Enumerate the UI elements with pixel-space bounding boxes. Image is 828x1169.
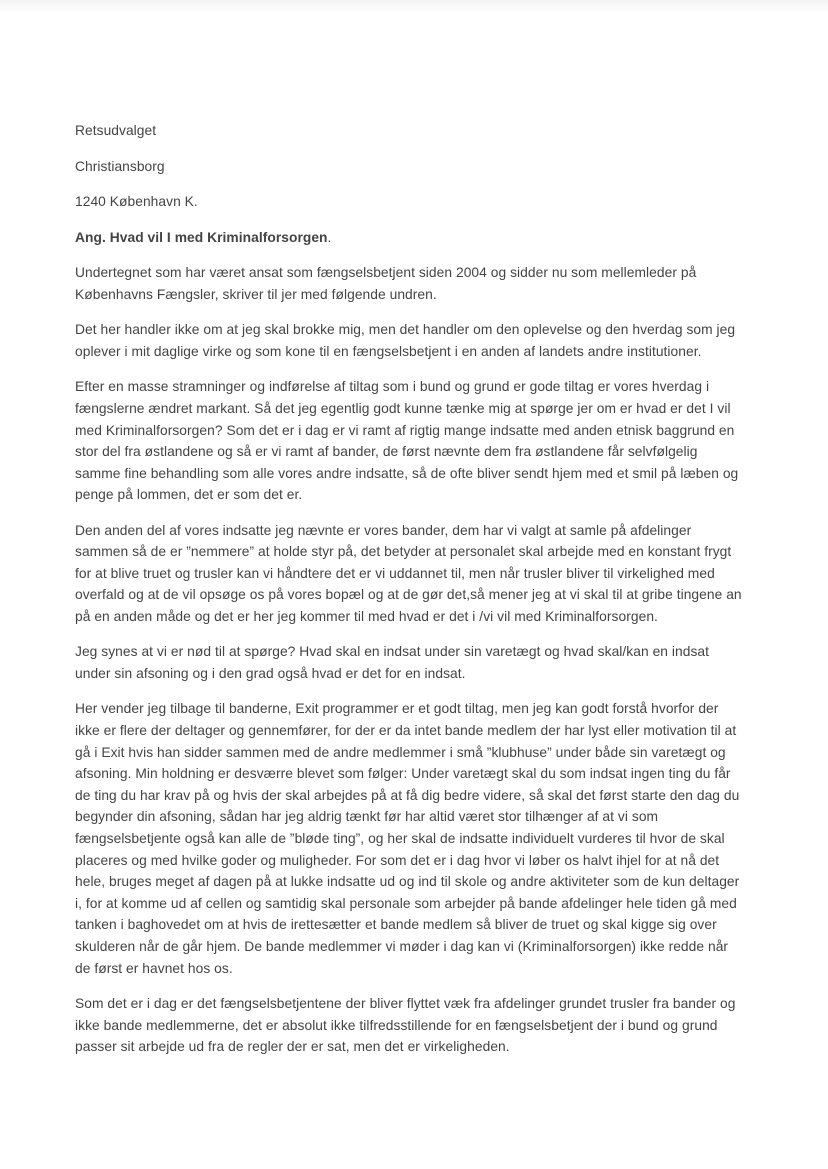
page-top-edge (0, 0, 828, 14)
letter-subject (75, 227, 743, 249)
letter-body (75, 120, 743, 1072)
paragraph-context: Det her handler ikke om at jeg skal brokke mig, men det handler om den oplevelse og den hverdag som jeg oplever i mit daglige virke og som kone til en fængselsbetjent i en anden af landets andre institutioner. (75, 322, 736, 359)
paragraph-conclusion: Som det er i dag er det fængselsbetjentene der bliver flyttet væk fra afdelinger grundet trusler fra bander og ikke bande medlemmerne, det er absolut ikke tilfredsstillende for en fængselsbetjent der i bund og grund passer sit arbejde ud fra de regler der er sat, men det er virkeligheden. (75, 995, 736, 1055)
paragraph-question: Jeg synes at vi er nød til at spørge? Hvad skal en indsat under sin varetægt og hvad skal/kan en indsat under sin afsoning og i den grad også hvad er det for en indsat. (75, 644, 710, 682)
recipient-name: Retsudvalget (75, 123, 157, 138)
subject-period: . (327, 229, 332, 245)
paragraph-intro: Undertegnet som har været ansat som fængselsbetjent siden 2004 og sidder nu som mellemleder på Københavns Fængsler, skriver til jer med følgende undren. (75, 265, 697, 302)
paragraph-changes: Efter en masse stramninger og indførelse af tiltag som i bund og grund er gode tiltag er vores hverdag i fængslerne ændret markant. Så det jeg egentlig godt kunne tænke mig at spørge jer om er hvad er det I vil med Kriminalforsorgen? Som det er i dag er vi ramt af rigtig mange indsatte med anden etnisk baggrund en stor del fra østlandene og så er vi ramt af bander, de først nævnte dem fra østlandene får selvfølgelig samme fine behandling som alle vores andre indsatte, så de ofte bliver sendt hjem med et smil på læben og penge på lommen, det er som det er. (75, 379, 739, 503)
recipient-address: Christiansborg (75, 158, 165, 174)
paragraph-gangs: Den anden del af vores indsatte jeg nævnte er vores bander, dem har vi valgt at samle på afdelinger sammen så de er ”nemmere” at holde styr på, det betyder at personalet skal arbejde med en konstant frygt for at blive truet og trusler kan vi håndtere det er vi uddannet til, men når trusler bliver til virkelighed med overfald og at de vil opsøge os på vores bopæl og at de gør det,så mener jeg at vi skal til at gribe tingene an på en anden måde og det er her jeg kommer til med hvad er det i /vi vil med Kriminalforsorgen. (75, 522, 742, 625)
paragraph-exit-programs: Her vender jeg tilbage til banderne, Exit programmer er et godt tiltag, men jeg kan godt forstå hvorfor der ikke er flere der deltager og gennemfører, for der er da intet bande medlem der har lyst eller motivation til at gå i Exit hvis han sidder sammen med de andre medlemmer i små ”klubhuse” under både sin varetægt og afsoning. Min holdning er desværre blevet som følger: Under varetægt skal du som indsat ingen ting du får de ting du har krav på og hvis der skal arbejdes på at få dig bedre videre, så skal det først starte den dag du begynder din afsoning, sådan har jeg aldrig tænkt før har altid været stor tilhænger af at vi som fængselsbetjente også kan alle de ”bløde ting”, og her skal de indsatte individuelt vurderes til hvor de skal placeres og med hvilke goder og muligheder. For som det er i dag hvor vi løber os halvt ihjel for at nå det hele, bruges meget af dagen på at lukke indsatte ud og ind til skole og andre aktiviteter som de kun deltager i, for at komme ud af cellen og samtidig skal personale som arbejder på bande afdelinger hele tiden gå med tanken i baghovedet om at hvis de irettesætter et bande medlem så bliver de truet og skal kigge sig over skulderen når de går hjem. De bande medlemmer vi møder i dag kan vi (Kriminalforsorgen) ikke redde når de først er havnet hos os. (75, 701, 740, 976)
recipient-city: 1240 København K. (75, 194, 198, 210)
subject-text: Ang. Hvad vil I med Kriminalforsorgen (75, 229, 328, 245)
